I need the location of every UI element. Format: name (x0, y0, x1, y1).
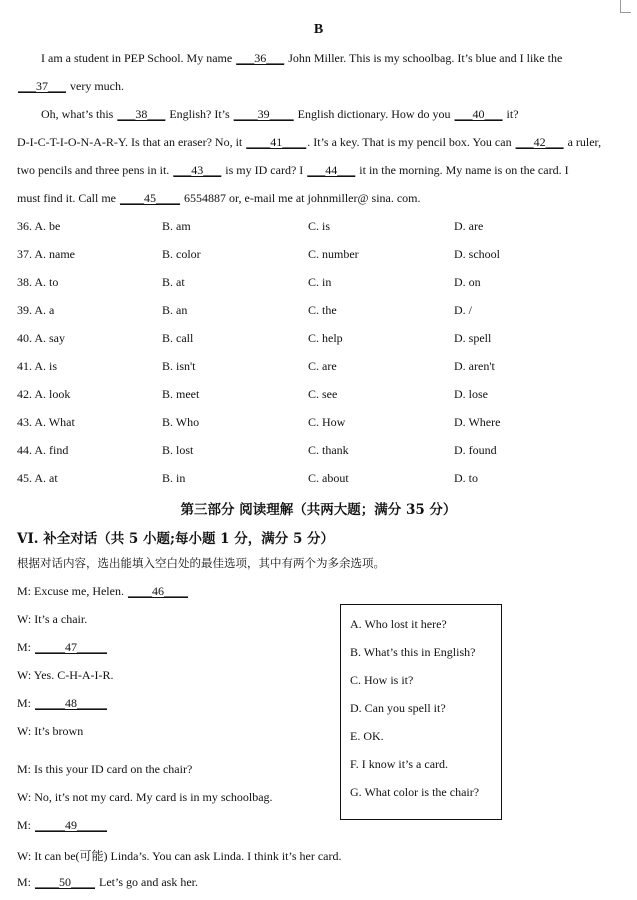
question-41-option-a[interactable]: 41. A. is (17, 359, 58, 373)
question-45-option-d[interactable]: D. to (454, 471, 478, 485)
passage-text: it in the morning. My name is on the card. I (356, 163, 569, 177)
section-6-title: VI. 补全对话（共 5 小题;每小题 1 分，满分 5 分） (17, 531, 335, 547)
dialogue-text: W: No, it’s not my card. My card is in my schoolbag. (17, 790, 273, 804)
dialogue-line (17, 724, 83, 739)
passage-line-5 (17, 163, 569, 178)
passage-text: D-I-C-T-I-O-N-A-R-Y. Is that an eraser? No, it (17, 135, 246, 149)
question-36-option-d[interactable]: D. are (454, 219, 484, 233)
dialogue-text: M: Is this your ID card on the chair? (17, 762, 193, 776)
question-41-option-b[interactable]: B. isn't (162, 359, 196, 373)
passage-line-1 (41, 51, 562, 66)
passage-text: English dictionary. How do you (294, 107, 454, 121)
question-43-option-b[interactable]: B. Who (162, 415, 200, 429)
dialogue-line (17, 584, 189, 599)
question-37-option-a[interactable]: 37. A. name (17, 247, 75, 261)
dialogue-text: M: (17, 640, 35, 654)
blank-40[interactable]: ___40___ (454, 107, 503, 121)
blank-41[interactable]: ____41____ (246, 135, 307, 149)
question-42-option-c[interactable]: C. see (308, 387, 338, 401)
question-39-option-c[interactable]: C. the (308, 303, 337, 317)
section-6-instruction: 根据对话内容，选出能填入空白处的最佳选项，其中有两个为多余选项。 (17, 556, 385, 570)
question-38-option-a[interactable]: 38. A. to (17, 275, 59, 289)
passage-text: very much. (67, 79, 124, 93)
answer-option[interactable]: F. I know it’s a card. (350, 757, 449, 771)
question-40-option-d[interactable]: D. spell (454, 331, 492, 345)
blank-45[interactable]: ____45____ (120, 191, 180, 205)
question-42-option-d[interactable]: D. lose (454, 387, 488, 401)
question-44-option-b[interactable]: B. lost (162, 443, 194, 457)
question-43-option-a[interactable]: 43. A. What (17, 415, 75, 429)
answer-option[interactable]: C. How is it? (350, 673, 414, 687)
blank-43[interactable]: ___43___ (173, 163, 222, 177)
options-box (340, 604, 502, 820)
dialogue-text: M: (17, 875, 35, 889)
question-42-option-a[interactable]: 42. A. look (17, 387, 71, 401)
passage-text: must find it. Call me (17, 191, 119, 205)
dialogue-text: W: It’s brown (17, 724, 84, 738)
question-44-option-c[interactable]: C. thank (308, 443, 349, 457)
question-43-option-d[interactable]: D. Where (454, 415, 501, 429)
question-37-option-d[interactable]: D. school (454, 247, 500, 261)
dialogue-text: W: Yes. C-H-A-I-R. (17, 668, 114, 682)
dialogue-text: W: It can be(可能) Linda’s. You can ask Linda. I think it’s her card. (17, 849, 342, 863)
dialogue-line (17, 762, 192, 777)
dialogue-blank[interactable]: _____47_____ (35, 640, 108, 654)
dialogue-blank[interactable]: _____49_____ (35, 818, 108, 832)
question-41-option-d[interactable]: D. aren't (454, 359, 495, 373)
question-38-option-c[interactable]: C. in (308, 275, 332, 289)
question-38-option-b[interactable]: B. at (162, 275, 185, 289)
question-36-option-a[interactable]: 36. A. be (17, 219, 61, 233)
blank-44[interactable]: ___44___ (307, 163, 356, 177)
passage-text: a ruler, (564, 135, 602, 149)
answer-option[interactable]: B. What’s this in English? (350, 645, 476, 659)
question-42-option-b[interactable]: B. meet (162, 387, 200, 401)
dialogue-blank[interactable]: ____46____ (127, 584, 188, 598)
passage-text: two pencils and three pens in it. (17, 163, 173, 177)
dialogue-line (17, 668, 114, 683)
blank-36[interactable]: ___36___ (236, 51, 285, 65)
passage-line-6 (17, 191, 421, 206)
blank-42[interactable]: ___42___ (515, 135, 564, 149)
passage-text: is my ID card? I (222, 163, 307, 177)
dialogue-line (17, 612, 87, 627)
page-corner-mark (620, 0, 631, 13)
question-36-option-b[interactable]: B. am (162, 219, 191, 233)
dialogue-text: M: (17, 696, 35, 710)
passage-text: I am a student in PEP School. My name (41, 51, 236, 65)
question-41-option-c[interactable]: C. are (308, 359, 337, 373)
answer-option[interactable]: D. Can you spell it? (350, 701, 446, 715)
dialogue-text: M: (17, 818, 35, 832)
dialogue-text: Let’s go and ask her. (96, 875, 198, 889)
blank-38[interactable]: ___38___ (117, 107, 166, 121)
part-3-title: 第三部分 阅读理解（共两大题；满分 35 分） (180, 502, 457, 518)
passage-text: English? It’s (166, 107, 233, 121)
question-40-option-b[interactable]: B. call (162, 331, 194, 345)
section-b-title: B (313, 22, 324, 37)
question-37-option-b[interactable]: B. color (162, 247, 201, 261)
question-40-option-a[interactable]: 40. A. say (17, 331, 65, 345)
blank-39[interactable]: ____39____ (233, 107, 294, 121)
passage-text: John Miller. This is my schoolbag. It’s blue and I like the (285, 51, 563, 65)
dialogue-line (17, 790, 273, 805)
question-39-option-a[interactable]: 39. A. a (17, 303, 55, 317)
dialogue-line (17, 875, 198, 890)
passage-line-4 (17, 135, 601, 150)
question-36-option-c[interactable]: C. is (308, 219, 331, 233)
answer-option[interactable]: A. Who lost it here? (350, 617, 447, 631)
dialogue-line (17, 847, 341, 864)
question-43-option-c[interactable]: C. How (308, 415, 346, 429)
passage-text: . It’s a key. That is my pencil box. You can (307, 135, 515, 149)
question-45-option-a[interactable]: 45. A. at (17, 471, 58, 485)
blank-37[interactable]: ___37___ (18, 79, 66, 93)
passage-text: 6554887 or, e-mail me at johnmiller@ sina. com. (181, 191, 421, 205)
question-44-option-d[interactable]: D. found (454, 443, 497, 457)
dialogue-text: W: It’s a chair. (17, 612, 88, 626)
question-37-option-c[interactable]: C. number (308, 247, 359, 261)
passage-text: Oh, what’s this (41, 107, 117, 121)
dialogue-text: M: Excuse me, Helen. (17, 584, 127, 598)
passage-text: it? (503, 107, 519, 121)
dialogue-line (17, 640, 108, 655)
question-38-option-d[interactable]: D. on (454, 275, 481, 289)
answer-option[interactable]: E. OK. (350, 729, 384, 743)
question-45-option-b[interactable]: B. in (162, 471, 186, 485)
question-44-option-a[interactable]: 44. A. find (17, 443, 69, 457)
answer-option[interactable]: G. What color is the chair? (350, 785, 480, 799)
dialogue-blank[interactable]: _____48_____ (35, 696, 108, 710)
passage-line-2 (17, 79, 124, 94)
dialogue-line (17, 696, 108, 711)
question-45-option-c[interactable]: C. about (308, 471, 349, 485)
dialogue-line (17, 818, 108, 833)
question-40-option-c[interactable]: C. help (308, 331, 343, 345)
question-39-option-b[interactable]: B. an (162, 303, 188, 317)
dialogue-blank[interactable]: ____50____ (35, 875, 96, 889)
question-39-option-d[interactable]: D. / (454, 303, 472, 317)
passage-line-3 (41, 107, 519, 122)
